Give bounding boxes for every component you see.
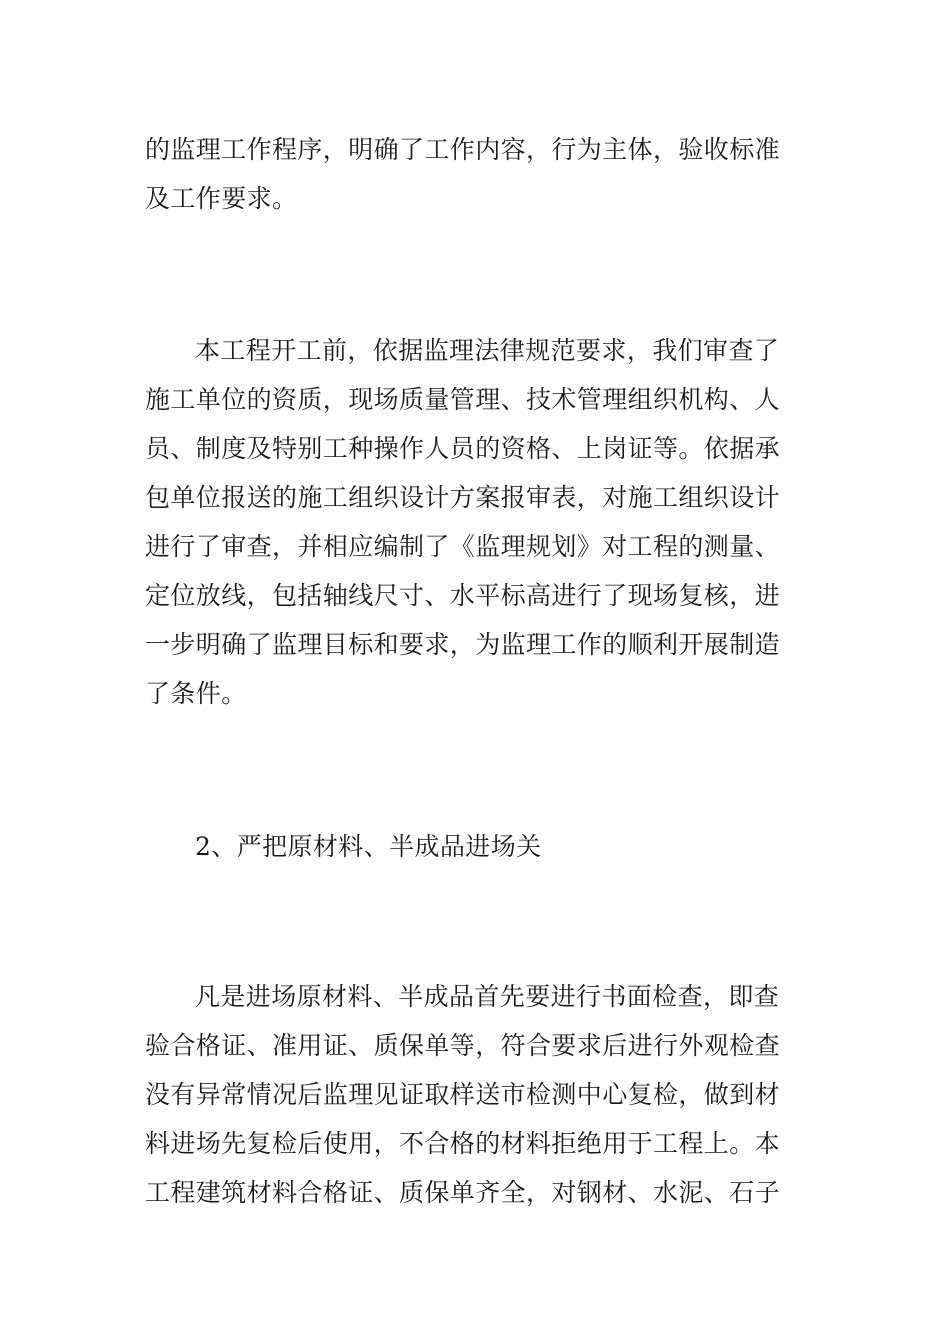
section-heading-materials	[145, 822, 810, 871]
text-line: 施工单位的资质，现场质量管理、技术管理组织机构、人	[145, 385, 781, 414]
text-line: 员、制度及特别工种操作人员的资格、上岗证等。依据承	[145, 434, 781, 463]
text-line: 进行了审查，并相应编制了《监理规划》对工程的测量、	[145, 532, 781, 561]
text-line: 料进场先复检后使用，不合格的材料拒绝用于工程上。本	[145, 1129, 781, 1158]
text-line: 凡是进场原材料、半成品首先要进行书面检查，即查	[195, 982, 780, 1011]
text-line: 工程建筑材料合格证、质保单齐全，对钢材、水泥、石子	[145, 1178, 781, 1207]
text-line: 一步明确了监理目标和要求，为监理工作的顺利开展制造	[145, 630, 781, 659]
text-line: 验合格证、准用证、质保单等，符合要求后进行外观检查	[145, 1031, 781, 1060]
text-line: 本工程开工前，依据监理法律规范要求，我们审查了	[195, 336, 780, 365]
text-line: 了条件。	[145, 679, 247, 708]
text-line: 的监理工作程序，明确了工作内容，行为主体，验收标准	[145, 135, 781, 164]
paragraph-procedure-summary	[145, 125, 810, 223]
paragraph-material-inspection	[145, 972, 810, 1217]
text-line: 及工作要求。	[145, 184, 298, 213]
text-line: 定位放线，包括轴线尺寸、水平标高进行了现场复核，进	[145, 581, 781, 610]
text-line: 包单位报送的施工组织设计方案报审表，对施工组织设计	[145, 483, 781, 512]
text-line: 2、严把原材料、半成品进场关	[195, 832, 542, 861]
paragraph-pre-construction-review	[145, 326, 810, 718]
text-line: 没有异常情况后监理见证取样送市检测中心复检，做到材	[145, 1080, 781, 1109]
